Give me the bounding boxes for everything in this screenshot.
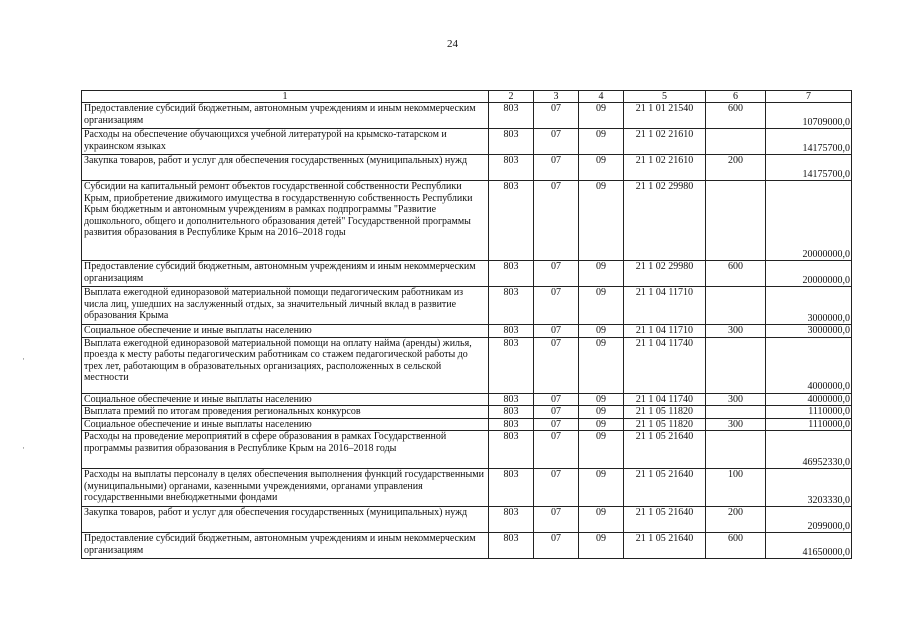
section-cell: 07 [534, 337, 579, 393]
subsection-cell: 09 [579, 325, 624, 338]
target-article-cell: 21 1 05 11820 [624, 418, 706, 431]
target-article-cell: 21 1 04 11710 [624, 325, 706, 338]
amount-cell: 3000000,0 [766, 287, 852, 325]
column-header: 3 [534, 91, 579, 103]
amount-cell: 3000000,0 [766, 325, 852, 338]
ministry-code-cell: 803 [489, 507, 534, 533]
subsection-cell: 09 [579, 507, 624, 533]
item-name-cell: Социальное обеспечение и иные выплаты населению [82, 418, 489, 431]
item-name-cell: Субсидии на капитальный ремонт объектов государственной собственности Республики Крым, приобретение движимого имущества в государственную собственность Республики Крым бюджетным и автономным учреждениям в рамках подпрограммы "Развитие дошкольного, общего и дополнительного образования детей" Государственной программы развития образования в Республике Крым на 2016–2018 годы [82, 181, 489, 261]
column-header: 5 [624, 91, 706, 103]
column-header: 1 [82, 91, 489, 103]
target-article-cell: 21 1 02 29980 [624, 261, 706, 287]
expense-type-cell [706, 337, 766, 393]
table-row [82, 533, 852, 559]
expense-type-cell: 300 [706, 325, 766, 338]
column-header: 2 [489, 91, 534, 103]
target-article-cell: 21 1 02 21610 [624, 129, 706, 155]
expense-type-cell: 200 [706, 155, 766, 181]
item-name-cell: Предоставление субсидий бюджетным, автономным учреждениям и иным некоммерческим организациям [82, 261, 489, 287]
table-row [82, 406, 852, 419]
amount-cell: 14175700,0 [766, 129, 852, 155]
table-row [82, 103, 852, 129]
ministry-code-cell: 803 [489, 533, 534, 559]
scan-mark: · [22, 354, 25, 364]
table-row [82, 418, 852, 431]
table-row [82, 393, 852, 406]
amount-cell: 20000000,0 [766, 261, 852, 287]
subsection-cell: 09 [579, 181, 624, 261]
item-name-cell: Предоставление субсидий бюджетным, автономным учреждениям и иным некоммерческим организациям [82, 533, 489, 559]
item-name-cell: Выплата премий по итогам проведения региональных конкурсов [82, 406, 489, 419]
expense-type-cell [706, 287, 766, 325]
amount-cell: 2099000,0 [766, 507, 852, 533]
item-name-cell: Расходы на выплаты персоналу в целях обеспечения выполнения функций государственными (муниципальными) органами, казенными учреждениями, органами управления государственными внебюджетными фондами [82, 469, 489, 507]
amount-cell: 20000000,0 [766, 181, 852, 261]
target-article-cell: 21 1 05 21640 [624, 431, 706, 469]
expense-type-cell [706, 129, 766, 155]
amount-cell: 4000000,0 [766, 393, 852, 406]
column-header: 4 [579, 91, 624, 103]
ministry-code-cell: 803 [489, 469, 534, 507]
subsection-cell: 09 [579, 337, 624, 393]
section-cell: 07 [534, 287, 579, 325]
amount-cell: 3203330,0 [766, 469, 852, 507]
ministry-code-cell: 803 [489, 103, 534, 129]
item-name-cell: Социальное обеспечение и иные выплаты населению [82, 325, 489, 338]
expense-type-cell: 600 [706, 103, 766, 129]
target-article-cell: 21 1 02 21610 [624, 155, 706, 181]
amount-cell: 10709000,0 [766, 103, 852, 129]
table-row [82, 431, 852, 469]
section-cell: 07 [534, 406, 579, 419]
expense-type-cell [706, 181, 766, 261]
item-name-cell: Закупка товаров, работ и услуг для обеспечения государственных (муниципальных) нужд [82, 507, 489, 533]
section-cell: 07 [534, 325, 579, 338]
item-name-cell: Расходы на проведение мероприятий в сфере образования в рамках Государственной программы развития образования в Республике Крым на 2016–2018 годы [82, 431, 489, 469]
table-row [82, 155, 852, 181]
item-name-cell: Закупка товаров, работ и услуг для обеспечения государственных (муниципальных) нужд [82, 155, 489, 181]
ministry-code-cell: 803 [489, 155, 534, 181]
expense-type-cell: 600 [706, 261, 766, 287]
expense-type-cell: 100 [706, 469, 766, 507]
table-row [82, 287, 852, 325]
subsection-cell: 09 [579, 155, 624, 181]
ministry-code-cell: 803 [489, 337, 534, 393]
section-cell: 07 [534, 507, 579, 533]
item-name-cell: Социальное обеспечение и иные выплаты населению [82, 393, 489, 406]
section-cell: 07 [534, 418, 579, 431]
amount-cell: 1110000,0 [766, 418, 852, 431]
section-cell: 07 [534, 181, 579, 261]
subsection-cell: 09 [579, 103, 624, 129]
page-number: 24 [447, 38, 458, 50]
table-row [82, 181, 852, 261]
ministry-code-cell: 803 [489, 325, 534, 338]
amount-cell: 14175700,0 [766, 155, 852, 181]
amount-cell: 1110000,0 [766, 406, 852, 419]
target-article-cell: 21 1 02 29980 [624, 181, 706, 261]
amount-cell: 41650000,0 [766, 533, 852, 559]
subsection-cell: 09 [579, 287, 624, 325]
target-article-cell: 21 1 01 21540 [624, 103, 706, 129]
amount-cell: 46952330,0 [766, 431, 852, 469]
section-cell: 07 [534, 533, 579, 559]
header-row [82, 91, 852, 103]
item-name-cell: Предоставление субсидий бюджетным, автономным учреждениям и иным некоммерческим организациям [82, 103, 489, 129]
expense-type-cell [706, 431, 766, 469]
section-cell: 07 [534, 431, 579, 469]
expense-type-cell: 200 [706, 507, 766, 533]
section-cell: 07 [534, 103, 579, 129]
section-cell: 07 [534, 155, 579, 181]
expense-type-cell: 300 [706, 418, 766, 431]
ministry-code-cell: 803 [489, 431, 534, 469]
expense-type-cell: 300 [706, 393, 766, 406]
column-header: 6 [706, 91, 766, 103]
ministry-code-cell: 803 [489, 418, 534, 431]
subsection-cell: 09 [579, 431, 624, 469]
subsection-cell: 09 [579, 406, 624, 419]
item-name-cell: Выплата ежегодной единоразовой материальной помощи педагогическим работникам из числа лиц, ушедших на заслуженный отдых, за значительный личный вклад в развитие образования Крыма [82, 287, 489, 325]
target-article-cell: 21 1 04 11740 [624, 393, 706, 406]
table-row [82, 507, 852, 533]
table-row [82, 261, 852, 287]
ministry-code-cell: 803 [489, 261, 534, 287]
expense-type-cell [706, 406, 766, 419]
table-row [82, 325, 852, 338]
section-cell: 07 [534, 393, 579, 406]
amount-cell: 4000000,0 [766, 337, 852, 393]
target-article-cell: 21 1 04 11740 [624, 337, 706, 393]
table-row [82, 129, 852, 155]
item-name-cell: Выплата ежегодной единоразовой материальной помощи на оплату найма (аренды) жилья, проезда к месту работы педагогическим работникам со стажем педагогической работы до трех лет, работающим в образовательных организациях, расположенных в сельской местности [82, 337, 489, 393]
ministry-code-cell: 803 [489, 287, 534, 325]
table-row [82, 469, 852, 507]
ministry-code-cell: 803 [489, 181, 534, 261]
target-article-cell: 21 1 05 11820 [624, 406, 706, 419]
item-name-cell: Расходы на обеспечение обучающихся учебной литературой на крымско-татарском и украинском языках [82, 129, 489, 155]
ministry-code-cell: 803 [489, 129, 534, 155]
section-cell: 07 [534, 261, 579, 287]
subsection-cell: 09 [579, 129, 624, 155]
scan-mark: · [22, 443, 25, 453]
subsection-cell: 09 [579, 469, 624, 507]
column-header: 7 [766, 91, 852, 103]
section-cell: 07 [534, 129, 579, 155]
subsection-cell: 09 [579, 393, 624, 406]
expense-type-cell: 600 [706, 533, 766, 559]
ministry-code-cell: 803 [489, 406, 534, 419]
subsection-cell: 09 [579, 533, 624, 559]
target-article-cell: 21 1 05 21640 [624, 507, 706, 533]
target-article-cell: 21 1 05 21640 [624, 533, 706, 559]
budget-table [81, 90, 852, 559]
target-article-cell: 21 1 05 21640 [624, 469, 706, 507]
ministry-code-cell: 803 [489, 393, 534, 406]
table-row [82, 337, 852, 393]
subsection-cell: 09 [579, 261, 624, 287]
subsection-cell: 09 [579, 418, 624, 431]
section-cell: 07 [534, 469, 579, 507]
target-article-cell: 21 1 04 11710 [624, 287, 706, 325]
